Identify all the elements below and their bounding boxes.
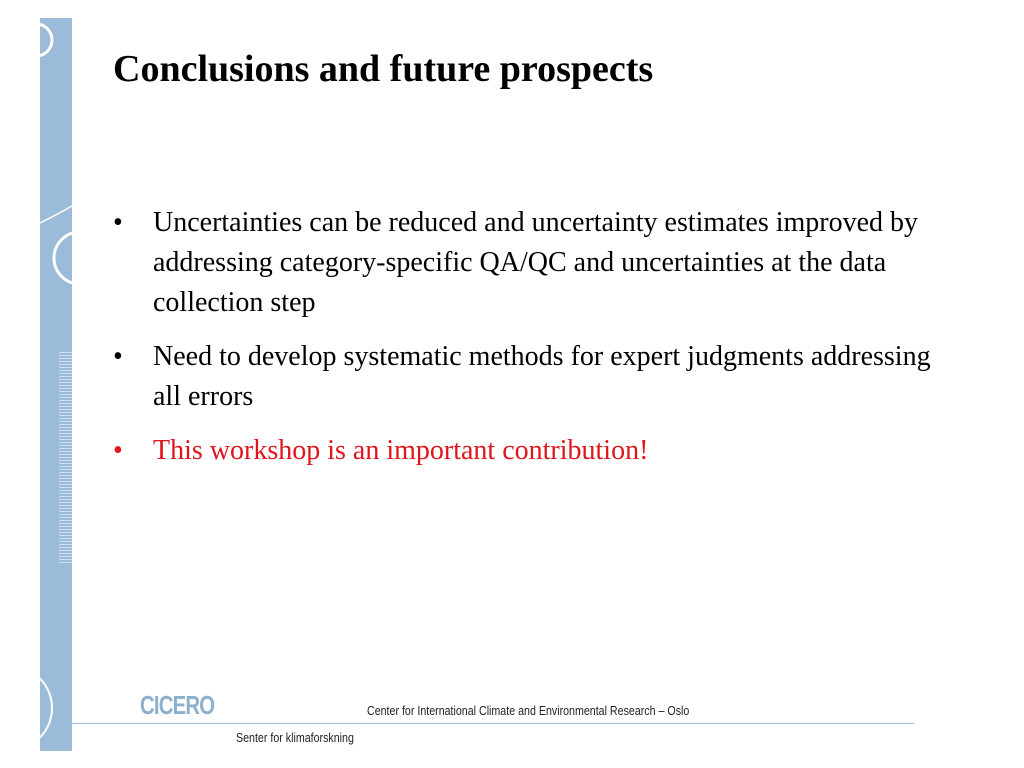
bullet-item-highlight (113, 431, 953, 471)
bullet-list (113, 203, 953, 485)
bullet-text: Uncertainties can be reduced and uncertainty estimates improved by addressing category-specific QA/QC and uncertainties at the data collection step (153, 207, 919, 318)
institute-name: Center for International Climate and Environmental Research – Oslo (367, 703, 690, 718)
institute-name-norwegian: Senter for klimaforskning (236, 730, 354, 745)
footer-divider (72, 723, 914, 724)
bullet-item (113, 337, 953, 417)
bullet-item (113, 203, 953, 323)
bullet-icon: • (113, 435, 123, 466)
sidebar-tick-pattern (59, 352, 72, 564)
bullet-icon: • (113, 341, 123, 372)
cicero-logo: CICERO (140, 690, 215, 720)
bullet-text: This workshop is an important contribution! (153, 435, 649, 466)
bullet-icon: • (113, 207, 123, 238)
slide-title: Conclusions and future prospects (113, 48, 654, 90)
bullet-text: Need to develop systematic methods for expert judgments addressing all errors (153, 341, 931, 412)
